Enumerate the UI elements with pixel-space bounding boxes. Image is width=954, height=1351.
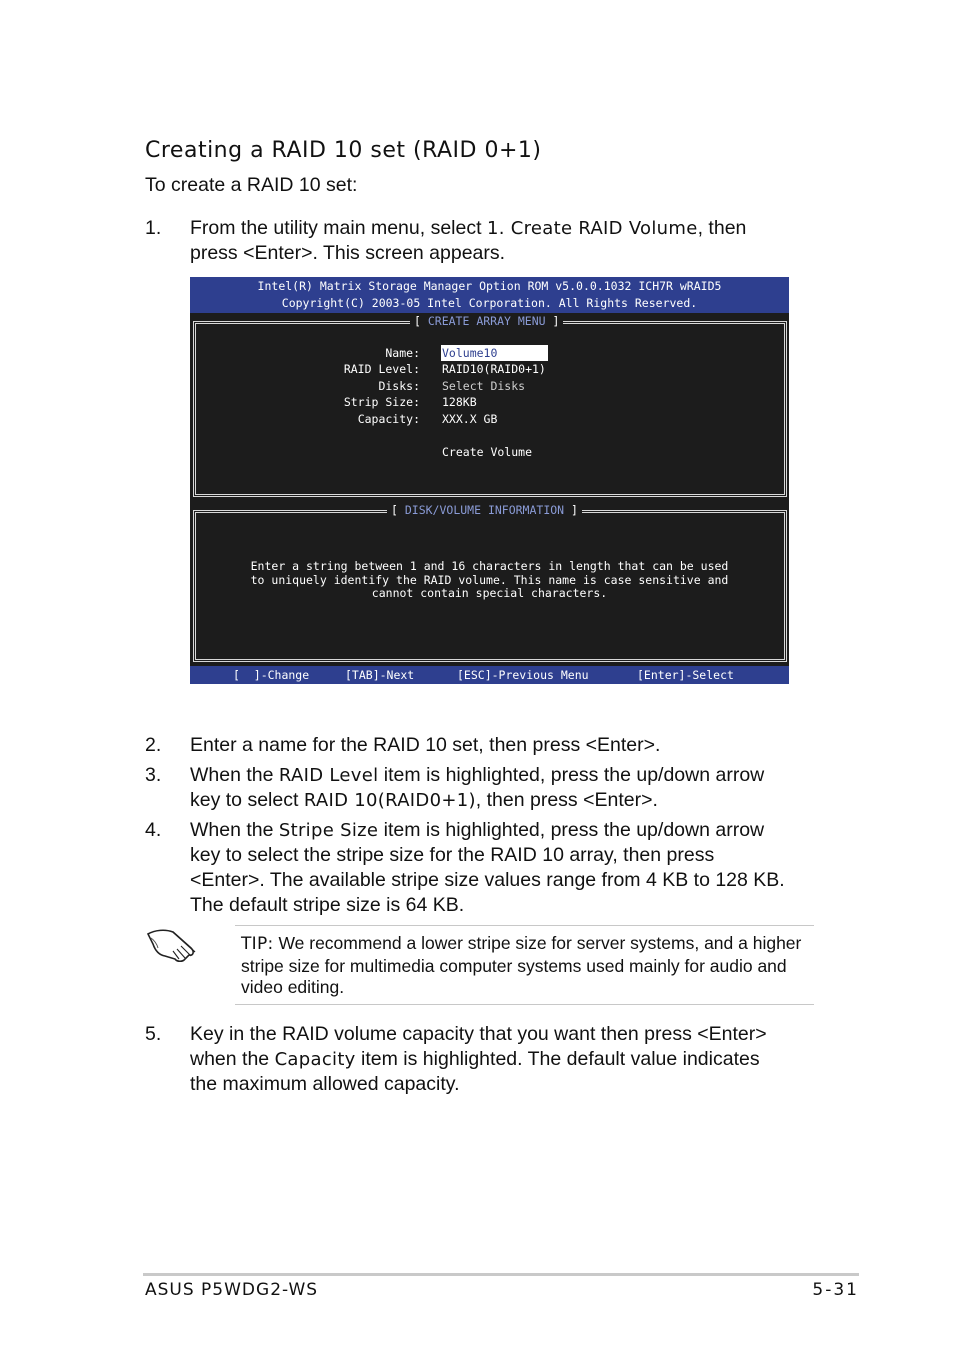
menu-item-name: Stripe Size [278, 820, 379, 841]
field-label: RAID Level: [343, 362, 420, 376]
step-text: the maximum allowed capacity. [190, 1073, 460, 1095]
step-text: , then [697, 217, 747, 239]
tip-line: We recommend a lower stripe size for server systems, and a higher [273, 933, 802, 953]
bios-header [190, 277, 789, 313]
bios-header-line: Intel(R) Matrix Storage Manager Option ROM v5.0.0.1032 ICH7R wRAID5 [257, 279, 722, 293]
info-text: cannot contain special characters. [371, 586, 608, 600]
step-text: , then press <Enter>. [475, 789, 658, 811]
menu-item-name: Capacity [274, 1049, 356, 1070]
change-key-hint: [ ]-Change [233, 668, 310, 682]
step-text: The default stripe size is 64 KB. [190, 894, 465, 916]
bios-footer [190, 666, 789, 684]
info-text: Enter a string between 1 and 16 characters in length that can be used [250, 559, 729, 573]
name-input[interactable]: Volume10 [442, 346, 498, 360]
step-text: When the [190, 764, 279, 786]
section-title: Creating a RAID 10 set (RAID 0+1) [145, 138, 542, 163]
field-label: Name: [385, 346, 420, 360]
step-text: Enter a name for the RAID 10 set, then press <Enter>. [190, 734, 661, 756]
step-text: item is highlighted, press the up/down arrow [378, 819, 765, 841]
field-label: Capacity: [357, 412, 420, 426]
step-number: 5. [145, 1023, 162, 1045]
strip-size-field[interactable]: 128KB [442, 395, 477, 409]
step-number: 2. [145, 734, 162, 756]
tip-bottom-rule [235, 1004, 814, 1005]
tip-label: TIP: [241, 934, 274, 954]
page-number: 5-31 [812, 1280, 859, 1300]
step-text: When the [190, 819, 279, 841]
select-key-hint: [Enter]-Select [637, 668, 734, 682]
capacity-field[interactable]: XXX.X GB [442, 412, 498, 426]
previous-menu-key-hint: [ESC]-Previous Menu [457, 668, 589, 682]
disks-field[interactable]: Select Disks [442, 379, 526, 393]
step-text: <Enter>. The available stripe size values range from 4 KB to 128 KB. [190, 869, 785, 891]
bios-screen [190, 277, 789, 684]
step-text: From the utility main menu, select [190, 217, 487, 239]
intro-text: To create a RAID 10 set: [145, 174, 358, 196]
step-text: item is highlighted, press the up/down arrow [378, 764, 765, 786]
menu-item-name: RAID 10(RAID0+1) [303, 790, 476, 811]
step-text: when the [190, 1048, 275, 1070]
tip-line: video editing. [241, 977, 345, 997]
step-number: 3. [145, 764, 162, 786]
product-name: ASUS P5WDG2-WS [145, 1280, 319, 1300]
tip-text [241, 933, 816, 999]
bios-header-line: Copyright(C) 2003-05 Intel Corporation. All Rights Reserved. [281, 296, 698, 310]
step-text: key to select the stripe size for the RAID 10 array, then press [190, 844, 715, 866]
next-key-hint: [TAB]-Next [345, 668, 415, 682]
create-volume-option[interactable]: Create Volume [442, 445, 533, 459]
field-label: Strip Size: [343, 395, 420, 409]
menu-item-name: RAID Level [278, 765, 379, 786]
create-array-panel-title: [ CREATE ARRAY MENU ] [410, 315, 563, 328]
step-text: press <Enter>. This screen appears. [190, 242, 506, 264]
field-label: Disks: [378, 379, 420, 393]
menu-item-name: 1. Create RAID Volume [486, 218, 698, 239]
footer-rule [143, 1273, 859, 1276]
step-number: 1. [145, 217, 162, 239]
tip-line: stripe size for multimedia computer systems used mainly for audio and [241, 955, 787, 976]
step-text: key to select [190, 789, 304, 811]
step-number: 4. [145, 819, 162, 841]
step-text: item is highlighted. The default value indicates [355, 1048, 760, 1070]
info-text: to uniquely identify the RAID volume. This name is case sensitive and [250, 573, 729, 587]
step-text: Key in the RAID volume capacity that you want then press <Enter> [190, 1023, 767, 1045]
tip-top-rule [235, 925, 814, 926]
info-panel-title: [ DISK/VOLUME INFORMATION ] [387, 504, 582, 517]
raid-level-field[interactable]: RAID10(RAID0+1) [442, 362, 546, 376]
pointing-hand-icon [145, 922, 201, 964]
